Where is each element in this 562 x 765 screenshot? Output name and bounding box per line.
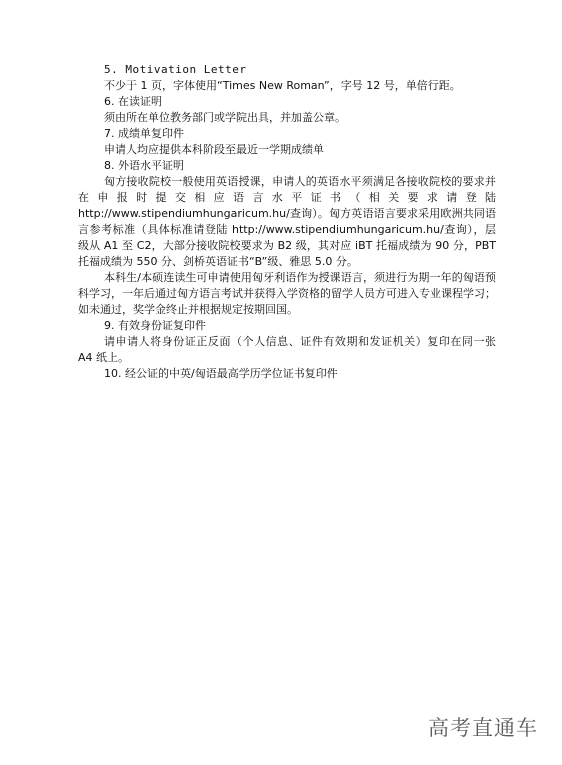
section-heading-degree-certificate: 10. 经公证的中英/匈语最高学历学位证书复印件 [104,367,338,380]
section-body-language-proof: 匈方接收院校一般使用英语授课，申请人的英语水平须满足各接收院校的要求并在申报时提交相应语言水平证书（相关要求请登陆 http://www.stipendiumhungaricum.hu/查询）。匈方英语语言要求采用欧洲共同语言参考标准（具体标准请登陆 http://www.stipendiumhungaricum.hu/查询），层级从 A1 至 C2，大部分接收院校要求为 B2 级，其对应 iBT 托福成绩为 90 分，PBT 托福成绩为 550 分、剑桥英语证书“B”级、雅思 5.0 分。 [78,175,496,268]
section-body-hungarian-language: 本科生/本硕连读生可申请使用匈牙利语作为授课语言，须进行为期一年的匈语预科学习，一年后通过匈方语言考试并获得入学资格的留学人员方可进入专业课程学习；如未通过，奖学金终止并根据规定按期回国。 [78,271,496,316]
section-body-id-card: 请申请人将身份证正反面（个人信息、证件有效期和发证机关）复印在同一张 A4 纸上。 [78,335,496,364]
section-heading-id-card: 9. 有效身份证复印件 [104,319,206,332]
watermark-text: 高考直通车 [428,716,538,740]
document-content [78,62,496,382]
section-body-motivation-letter: 不少于 1 页，字体使用“Times New Roman”，字号 12 号，单倍行距。 [104,79,461,92]
section-body-enrollment-certificate: 须由所在单位教务部门或学院出具，并加盖公章。 [104,111,346,124]
section-heading-language-proof: 8. 外语水平证明 [104,159,184,172]
section-heading-enrollment-certificate: 6. 在读证明 [104,95,162,108]
section-body-transcript: 申请人均应提供本科阶段至最近一学期成绩单 [104,143,324,156]
section-heading-transcript: 7. 成绩单复印件 [104,127,184,140]
section-heading-motivation-letter: 5. Motivation Letter [104,63,247,76]
